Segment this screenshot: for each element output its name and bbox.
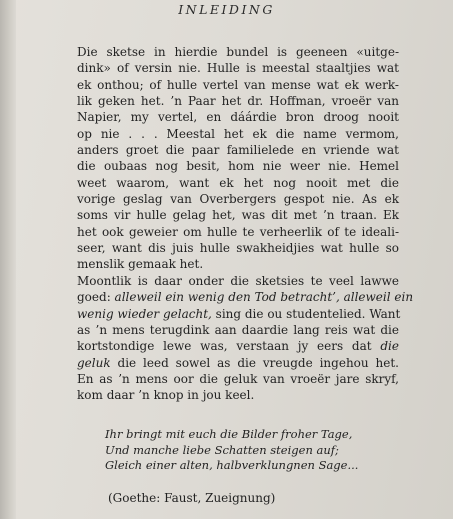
italic-word: geluk [77,355,111,370]
text-line: lik geken het. ’n Paar het dr. Hoffman, vroeër van [77,94,399,109]
verse-quote [105,427,358,474]
text-span: kortstondige lewe was, verstaan jy eers dat [77,339,381,354]
text-line [77,338,399,354]
text-line: ek onthou; of hulle vertel van mense wat ek werk- [77,77,399,92]
text-line: het ook geweier om hulle te verheerlik of te ideali- [77,224,399,239]
page-gutter [0,0,16,519]
italic-quote: wenig wieder gelacht, [77,306,212,321]
text-line: dink» of versin nie. Hulle is meestal staaltjies wat [77,61,399,76]
text-line: Moontlik is daar onder die sketsies te veel lawwe [77,273,399,288]
text-line [77,306,399,322]
text-line: weet waarom, want ek het nog nooit met die [77,175,399,190]
text-line: vorige geslag van Overbergers gespot nie. As ek [77,192,399,207]
text-line: soms vir hulle gelag het, was dit met ’n traan. Ek [77,208,399,223]
text-line: En as ’n mens oor die geluk van vroeër jare skryf, [77,371,399,386]
verse-line: Gleich einer alten, halbverklungnen Sage... [105,458,359,472]
text-line: kom daar ’n knop in jou keel. [77,388,255,403]
text-line: Die sketse in hierdie bundel is geeneen «uitge- [77,45,399,59]
text-line: die oubaas nog besit, hom nie weer nie. Hemel [77,159,399,174]
verse-citation: (Goethe: Faust, Zueignung) [108,491,276,505]
italic-quote: alleweil ein wenig den Tod betracht’, alleweil ein [114,290,414,305]
verse-line: Ihr bringt mit euch die Bilder froher Tage, [105,427,353,441]
text-span: goed: [77,290,115,305]
text-span: sing die ou studentelied. Want [211,306,401,321]
text-line: seer, want dis juis hulle swakheidjies wat hulle so [77,241,399,256]
text-line: menslik gemaak het. [77,257,204,272]
text-line: as ’n mens terugdink aan daardie lang reis wat die [77,322,399,337]
text-span: die leed sowel as die vreugde ingehou het. [110,355,399,370]
text-line: anders groet die paar familielede en vriende wat [77,143,399,158]
text-line [77,289,414,305]
verse-line: Und manche liebe Schatten steigen auf; [105,442,339,457]
page-heading: INLEIDING [178,2,275,17]
italic-word: die [380,339,399,354]
text-line: op nie . . . Meestal het ek die name vermom, [77,126,399,141]
text-line: Napier, my vertel, en dáárdie bron droog nooit [77,110,399,125]
body-text [77,44,414,404]
text-line [77,355,399,371]
